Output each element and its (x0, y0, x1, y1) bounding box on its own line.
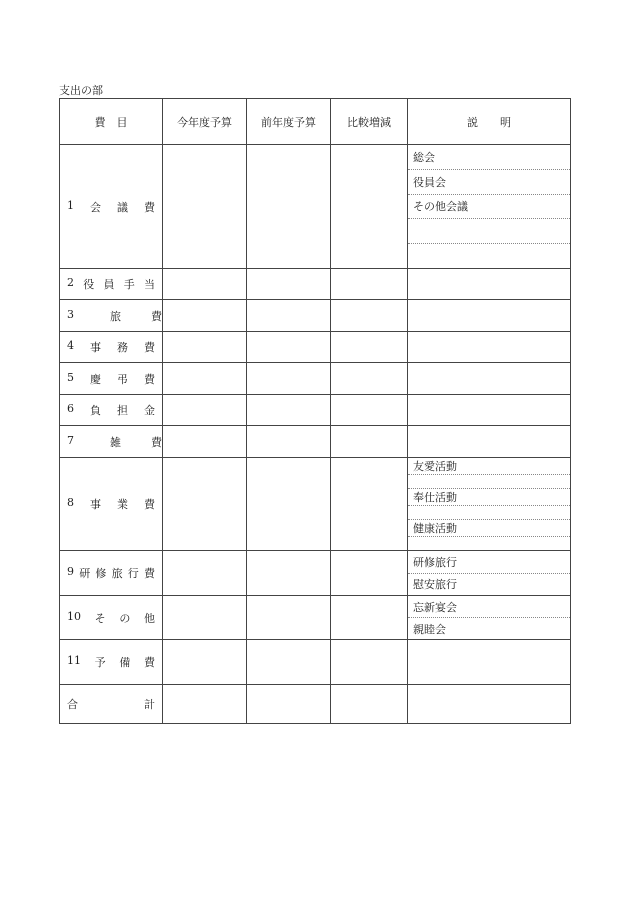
item-char: 旅 (110, 309, 121, 323)
header-last-year: 前年度予算 (247, 99, 331, 145)
item-cell (60, 551, 163, 596)
item-char: そ (94, 611, 106, 625)
section-title: 支出の部 (59, 84, 103, 97)
table-row (60, 145, 571, 269)
table-row (60, 395, 571, 426)
description-cell (408, 300, 571, 332)
this-year-cell (163, 363, 247, 395)
item-char: 担 (117, 404, 128, 417)
this-year-cell (163, 458, 247, 551)
item-char: 員 (103, 278, 115, 291)
table-row (60, 640, 571, 685)
item-char: 当 (144, 278, 155, 291)
description-line: 研修旅行 (408, 551, 570, 574)
diff-cell (331, 145, 408, 269)
description-cell (408, 596, 571, 640)
item-cell (60, 458, 163, 551)
item-char: 役 (83, 278, 95, 291)
table-row (60, 332, 571, 363)
item-cell (60, 596, 163, 640)
last-year-cell (247, 640, 331, 685)
item-char: 研 (79, 567, 91, 580)
last-year-cell (247, 332, 331, 363)
table-row (60, 458, 571, 551)
this-year-cell (163, 551, 247, 596)
item-char: 備 (119, 656, 131, 669)
item-char: 手 (123, 278, 135, 291)
description-cell (408, 145, 571, 269)
item-char: 他 (143, 611, 155, 625)
table-row (60, 300, 571, 332)
item-number: 10 (67, 609, 81, 623)
diff-cell (331, 685, 408, 724)
item-char: の (119, 611, 131, 625)
item-char: 議 (117, 200, 128, 214)
last-year-cell (247, 596, 331, 640)
this-year-cell (163, 640, 247, 685)
description-cell (408, 685, 571, 724)
this-year-cell (163, 395, 247, 426)
item-char: 負 (90, 404, 101, 417)
diff-cell (331, 551, 408, 596)
diff-cell (331, 395, 408, 426)
description-cell (408, 395, 571, 426)
description-cell (408, 426, 571, 458)
last-year-cell (247, 269, 331, 300)
item-cell (60, 145, 163, 269)
item-char: 務 (117, 341, 128, 354)
item-char: 費 (151, 435, 162, 449)
expenditure-table (59, 98, 571, 724)
this-year-cell (163, 269, 247, 300)
item-cell (60, 269, 163, 300)
item-cell (60, 426, 163, 458)
header-item: 費 目 (60, 99, 163, 145)
last-year-cell (247, 426, 331, 458)
last-year-cell (247, 685, 331, 724)
item-cell (60, 395, 163, 426)
item-char: 費 (143, 656, 155, 669)
item-char: 費 (144, 200, 155, 214)
item-char: 事 (90, 341, 101, 354)
diff-cell (331, 269, 408, 300)
description-line: 慰安旅行 (413, 578, 457, 592)
item-char: 金 (144, 404, 155, 417)
description-line: 総会 (408, 145, 570, 170)
item-number: 9 (67, 565, 74, 578)
description-cell (408, 458, 571, 551)
item-char: 慶 (90, 372, 101, 386)
last-year-cell (247, 551, 331, 596)
description-cell (408, 363, 571, 395)
table-row (60, 551, 571, 596)
item-number: 5 (67, 370, 74, 384)
table-row (60, 269, 571, 300)
diff-cell (331, 596, 408, 640)
item-number: 1 (67, 198, 74, 212)
last-year-cell (247, 395, 331, 426)
description-cell (408, 640, 571, 685)
item-char: 費 (144, 372, 155, 386)
this-year-cell (163, 596, 247, 640)
item-cell (60, 332, 163, 363)
description-line (408, 475, 570, 489)
item-char: 費 (144, 341, 155, 354)
item-char: 費 (144, 498, 155, 511)
item-char: 修 (95, 567, 107, 580)
header-diff: 比較増減 (331, 99, 408, 145)
table-row (60, 685, 571, 724)
item-number: 11 (67, 654, 81, 667)
diff-cell (331, 332, 408, 363)
description-line: 忘新宴会 (408, 596, 570, 618)
item-number: 8 (67, 496, 74, 509)
diff-cell (331, 363, 408, 395)
item-cell (60, 685, 163, 724)
description-cell (408, 551, 571, 596)
header-this-year: 今年度予算 (163, 99, 247, 145)
description-line (408, 537, 570, 550)
description-line (408, 506, 570, 520)
table-row (60, 596, 571, 640)
diff-cell (331, 300, 408, 332)
item-cell (60, 363, 163, 395)
table-row (60, 426, 571, 458)
item-char: 雑 (110, 435, 121, 449)
item-number: 2 (67, 276, 74, 289)
this-year-cell (163, 300, 247, 332)
item-number: 6 (67, 402, 74, 415)
table-row (60, 363, 571, 395)
description-line: 役員会 (408, 170, 570, 195)
description-line (408, 244, 570, 268)
last-year-cell (247, 300, 331, 332)
item-char: 事 (90, 498, 101, 511)
description-line: その他会議 (408, 195, 570, 220)
last-year-cell (247, 458, 331, 551)
item-char: 会 (90, 200, 101, 214)
item-char: 計 (144, 698, 155, 711)
item-cell (60, 640, 163, 685)
last-year-cell (247, 363, 331, 395)
description-line (408, 219, 570, 244)
item-char: 費 (143, 567, 155, 580)
item-number: 7 (67, 433, 74, 447)
item-char: 行 (127, 567, 139, 580)
description-line: 健康活動 (408, 520, 570, 537)
description-cell (408, 332, 571, 363)
this-year-cell (163, 685, 247, 724)
item-char: 業 (117, 498, 128, 511)
description-line: 奉仕活動 (408, 489, 570, 506)
item-char: 合 (67, 698, 78, 711)
description-cell (408, 269, 571, 300)
diff-cell (331, 640, 408, 685)
this-year-cell (163, 145, 247, 269)
diff-cell (331, 426, 408, 458)
header-row (60, 99, 571, 145)
description-line: 友愛活動 (408, 458, 570, 475)
last-year-cell (247, 145, 331, 269)
diff-cell (331, 458, 408, 551)
item-char: 費 (151, 309, 162, 323)
this-year-cell (163, 426, 247, 458)
item-char: 弔 (117, 372, 128, 386)
header-desc: 説 明 (408, 99, 571, 145)
item-cell (60, 300, 163, 332)
this-year-cell (163, 332, 247, 363)
description-line: 親睦会 (413, 622, 446, 636)
item-char: 予 (94, 656, 106, 669)
item-char: 旅 (111, 567, 123, 580)
item-number: 3 (67, 307, 74, 321)
item-number: 4 (67, 339, 74, 352)
